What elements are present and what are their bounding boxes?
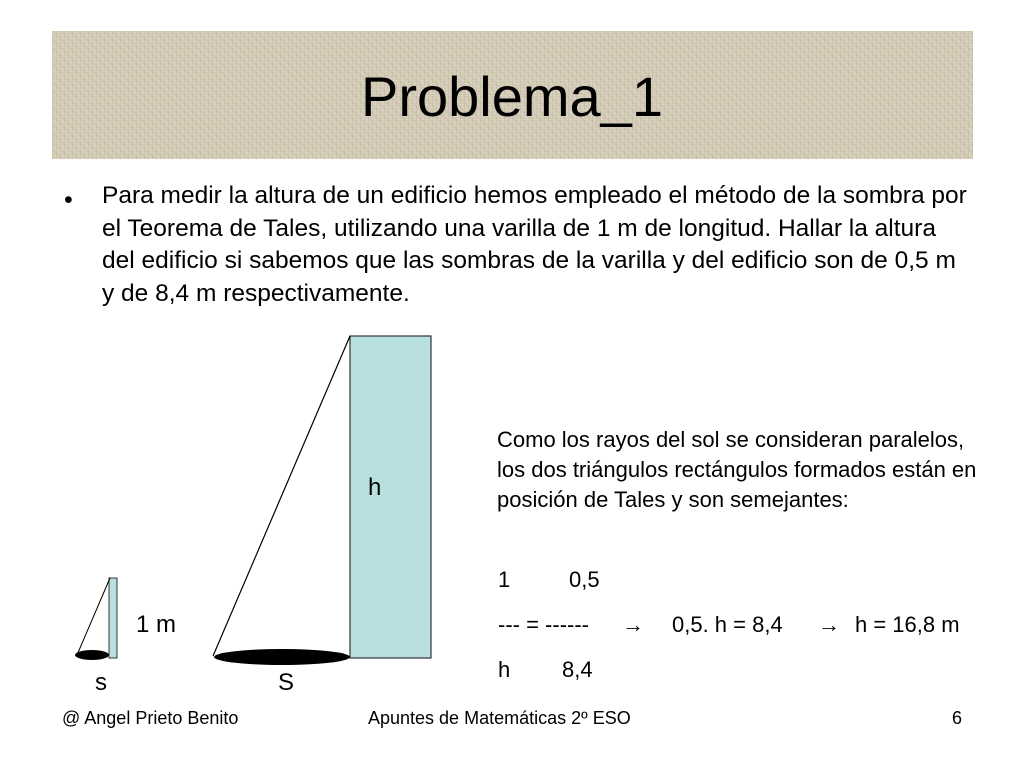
label-big-shadow: S	[278, 669, 295, 696]
building-shadow	[214, 649, 350, 665]
eq-num-left: 1	[498, 567, 511, 592]
footer-author: @ Angel Prieto Benito	[62, 708, 239, 728]
explanation-text: Como los rayos del sol se consideran paralelos, los dos triángulos rectángulos formados están en posición de Tales y son semejantes:	[497, 427, 977, 512]
eq-den-left: h	[498, 657, 511, 682]
building-sun-ray	[213, 336, 350, 656]
label-h: h	[368, 474, 382, 501]
eq-num-right: 0,5	[569, 567, 600, 592]
label-rod-length: 1 m	[136, 611, 177, 638]
slide-title: Problema_1	[361, 65, 663, 128]
rod-sun-ray	[77, 578, 110, 655]
eq-step-2: h = 16,8 m	[855, 612, 960, 637]
bullet-dot: •	[64, 186, 73, 214]
footer-page-number: 6	[952, 708, 963, 728]
arrow-icon: →	[818, 612, 840, 637]
eq-step-1: 0,5. h = 8,4	[672, 612, 783, 637]
label-small-shadow: s	[95, 669, 107, 696]
arrow-icon: →	[622, 612, 644, 637]
eq-fraction-line: --- = ------	[498, 612, 590, 637]
rod-rect	[109, 578, 117, 658]
eq-den-right: 8,4	[562, 657, 593, 682]
problem-statement: Para medir la altura de un edificio hemos empleado el método de la sombra por el Teorema de Tales, utilizando una varilla de 1 m de longitud. Hallar la altura del edificio si sabemos que las sombras de la varilla y del edificio son de 0,5 m y de 8,4 m respectivamente.	[102, 182, 967, 307]
building-rect	[350, 336, 431, 658]
rod-shadow	[75, 650, 109, 660]
footer-course: Apuntes de Matemáticas 2º ESO	[368, 708, 631, 728]
